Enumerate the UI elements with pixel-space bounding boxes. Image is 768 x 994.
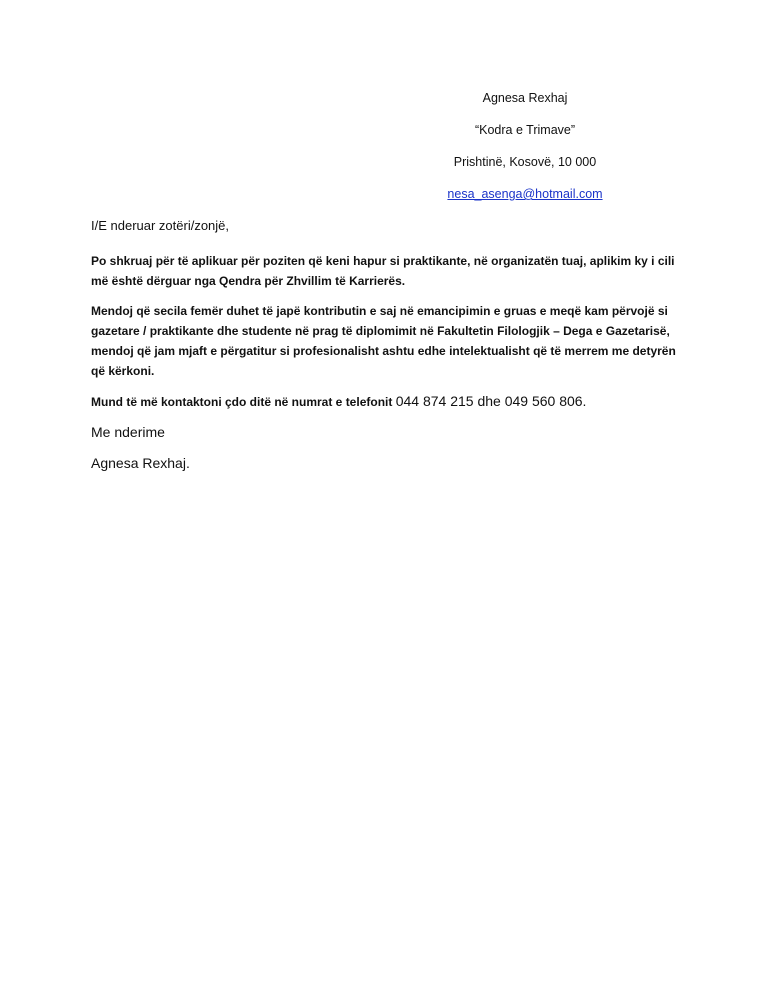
signature: Agnesa Rexhaj. xyxy=(91,455,190,471)
sender-email-link[interactable]: nesa_asenga@hotmail.com xyxy=(447,187,603,201)
paragraph-qualifications: Mendoj që secila femër duhet të japë kontributin e saj në emancipimin e gruas e meqë kam përvojë si gazetare / praktikante dhe studente në prag të diplomimit në Fakultetin Filologjik – Dega e Gazetarisë, mendoj që jam mjaft e përgatitur si profesionalisht ashtu edhe intelektualisht që të merrem me detyrën që kërkoni. xyxy=(91,304,676,378)
phone-numbers: 044 874 215 dhe 049 560 806. xyxy=(395,393,587,409)
contact-text: Mund të më kontaktoni çdo ditë në numrat e telefonit xyxy=(91,395,393,409)
sender-city: Prishtinë, Kosovë, 10 000 xyxy=(453,155,597,169)
sender-street: “Kodra e Trimave” xyxy=(474,123,576,137)
closing: Me nderime xyxy=(91,424,165,440)
salutation: I/E nderuar zotëri/zonjë, xyxy=(91,218,230,233)
sender-name: Agnesa Rexhaj xyxy=(482,91,568,105)
paragraph-contact xyxy=(91,392,691,411)
paragraph-application: Po shkruaj për të aplikuar për poziten që keni hapur si praktikante, në organizatën tuaj, aplikim ky i cili më është dërguar nga Qendra për Zhvillim të Karrierës. xyxy=(91,254,675,288)
